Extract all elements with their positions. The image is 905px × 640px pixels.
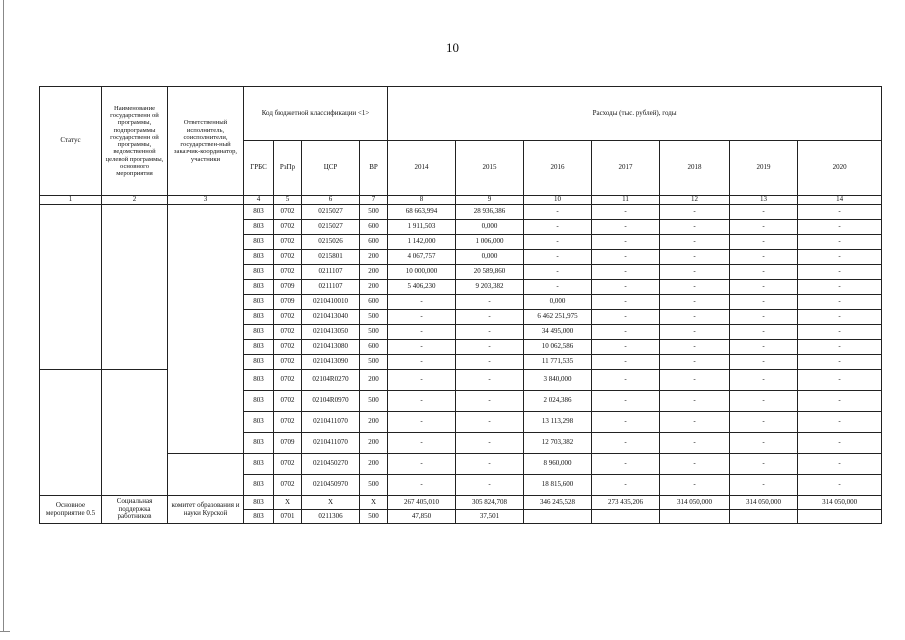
table-cell: -: [524, 280, 592, 295]
table-cell: -: [660, 310, 730, 325]
table-cell: -: [798, 412, 882, 433]
table-cell: -: [592, 391, 660, 412]
column-number: 11: [592, 196, 660, 205]
header-csr: ЦСР: [302, 141, 360, 196]
column-number: 4: [244, 196, 274, 205]
table-cell: 4 067,757: [388, 250, 456, 265]
table-cell: 600: [360, 235, 388, 250]
table-cell: 11 771,535: [524, 355, 592, 370]
table-cell: 02104R0270: [302, 370, 360, 391]
table-cell: -: [660, 250, 730, 265]
table-cell: 314 050,000: [660, 496, 730, 510]
column-number: 6: [302, 196, 360, 205]
table-cell: 0211107: [302, 265, 360, 280]
table-cell: 2 024,386: [524, 391, 592, 412]
table-cell: 18 815,600: [524, 475, 592, 496]
header-status: Статус: [40, 87, 102, 196]
header-year-2016: 2016: [524, 141, 592, 196]
table-cell: 0210411070: [302, 433, 360, 454]
table-cell: 0702: [274, 205, 302, 220]
table-cell: 20 589,860: [456, 265, 524, 280]
table-cell: X: [302, 496, 360, 510]
table-cell: 0,000: [456, 220, 524, 235]
column-number: 3: [168, 196, 244, 205]
table-cell: -: [730, 355, 798, 370]
table-cell: 803: [244, 340, 274, 355]
table-cell: -: [660, 265, 730, 280]
header-name: Наименование государственн ой программы, подпрограммы государственн ой программы, ведомственной целевой программы, основного мероприятия: [102, 87, 168, 196]
table-cell: 10 000,000: [388, 265, 456, 280]
table-cell: 803: [244, 475, 274, 496]
table-cell: -: [592, 280, 660, 295]
table-cell: -: [456, 325, 524, 340]
table-cell: 200: [360, 454, 388, 475]
table-row: [40, 370, 882, 391]
table-cell: -: [388, 391, 456, 412]
table-cell: -: [798, 325, 882, 340]
table-cell: -: [388, 355, 456, 370]
table-cell: [592, 510, 660, 524]
table-cell: -: [660, 205, 730, 220]
table-cell: 0702: [274, 454, 302, 475]
table-cell: -: [456, 340, 524, 355]
table-cell: -: [798, 355, 882, 370]
table-cell: -: [660, 235, 730, 250]
table-cell: -: [798, 220, 882, 235]
table-cell: 200: [360, 280, 388, 295]
table-row: [40, 205, 882, 220]
table-cell: 0702: [274, 310, 302, 325]
table-cell: -: [592, 325, 660, 340]
table-cell: -: [730, 475, 798, 496]
table-cell: 0709: [274, 295, 302, 310]
table-cell: 0,000: [456, 250, 524, 265]
table-cell: 0701: [274, 510, 302, 524]
header-vr: ВР: [360, 141, 388, 196]
table-cell: 803: [244, 280, 274, 295]
table-cell: -: [388, 475, 456, 496]
column-number: 2: [102, 196, 168, 205]
table-cell: 200: [360, 250, 388, 265]
table-cell: -: [730, 454, 798, 475]
table-cell: -: [798, 250, 882, 265]
table-cell: -: [730, 325, 798, 340]
table-cell: 0702: [274, 412, 302, 433]
budget-table: [39, 86, 882, 524]
column-number-row: [40, 196, 882, 205]
table-cell: 305 824,708: [456, 496, 524, 510]
table-cell: -: [660, 475, 730, 496]
table-cell: -: [456, 475, 524, 496]
table-cell: -: [456, 454, 524, 475]
table-cell: -: [456, 391, 524, 412]
header-year-2018: 2018: [660, 141, 730, 196]
table-cell: [798, 510, 882, 524]
table-cell: -: [456, 355, 524, 370]
table-cell: -: [660, 454, 730, 475]
section-row: [40, 496, 882, 510]
table-cell: 500: [360, 325, 388, 340]
table-cell: 200: [360, 370, 388, 391]
table-cell: -: [592, 205, 660, 220]
table-cell: 0215027: [302, 220, 360, 235]
table-cell: 0211306: [302, 510, 360, 524]
table-cell: -: [730, 295, 798, 310]
bottom-margin-rule: [0, 631, 10, 632]
table-cell: -: [798, 205, 882, 220]
table-cell: 803: [244, 496, 274, 510]
table-cell: -: [388, 325, 456, 340]
table-cell: 500: [360, 510, 388, 524]
table-cell: 0210450970: [302, 475, 360, 496]
header-year-2017: 2017: [592, 141, 660, 196]
section-status: Основное мероприятие 0.5: [40, 496, 102, 524]
table-cell: 803: [244, 370, 274, 391]
table-cell: -: [660, 412, 730, 433]
header-code-group: Код бюджетной классификации <1>: [244, 87, 388, 141]
table-cell: X: [274, 496, 302, 510]
header-expenses-group: Расходы (тыс. рублей), годы: [388, 87, 882, 141]
table-cell: -: [730, 265, 798, 280]
table-cell: -: [798, 310, 882, 325]
table-cell: -: [524, 250, 592, 265]
table-cell: 200: [360, 433, 388, 454]
table-cell: -: [730, 370, 798, 391]
table-cell: 346 245,528: [524, 496, 592, 510]
table-cell: 3 840,000: [524, 370, 592, 391]
table-cell: 314 050,000: [798, 496, 882, 510]
table-cell: -: [592, 412, 660, 433]
section-executor: комитет образования и науки Курской: [168, 496, 244, 524]
table-cell: 803: [244, 433, 274, 454]
table-cell: 0210413090: [302, 355, 360, 370]
column-number: 14: [798, 196, 882, 205]
table-cell: 500: [360, 310, 388, 325]
table-cell: 314 050,000: [730, 496, 798, 510]
table-cell: -: [730, 391, 798, 412]
table-cell: -: [798, 454, 882, 475]
table-cell: -: [660, 355, 730, 370]
table-cell: 13 113,298: [524, 412, 592, 433]
table-cell: 803: [244, 265, 274, 280]
name-cell-block-1: [102, 205, 168, 370]
table-cell: 267 405,010: [388, 496, 456, 510]
table-cell: -: [660, 391, 730, 412]
table-cell: -: [524, 220, 592, 235]
table-cell: 5 406,230: [388, 280, 456, 295]
table-cell: -: [798, 391, 882, 412]
table-cell: -: [456, 412, 524, 433]
table-cell: 0702: [274, 235, 302, 250]
table-cell: -: [660, 295, 730, 310]
table-cell: 500: [360, 475, 388, 496]
table-cell: 0709: [274, 280, 302, 295]
column-number: 7: [360, 196, 388, 205]
table-cell: 200: [360, 412, 388, 433]
table-cell: 0702: [274, 475, 302, 496]
table-cell: -: [388, 454, 456, 475]
table-cell: 0702: [274, 250, 302, 265]
table-cell: [730, 510, 798, 524]
table-cell: -: [456, 370, 524, 391]
table-cell: -: [388, 295, 456, 310]
table-cell: -: [592, 475, 660, 496]
table-cell: 0210450270: [302, 454, 360, 475]
table-cell: -: [592, 370, 660, 391]
table-cell: [660, 510, 730, 524]
table-cell: -: [456, 310, 524, 325]
table-cell: -: [798, 475, 882, 496]
table-cell: -: [456, 433, 524, 454]
table-cell: -: [456, 295, 524, 310]
table-cell: 803: [244, 220, 274, 235]
table-cell: 600: [360, 220, 388, 235]
table-cell: 0702: [274, 325, 302, 340]
table-cell: 47,850: [388, 510, 456, 524]
table-cell: 0215026: [302, 235, 360, 250]
table-cell: 500: [360, 355, 388, 370]
table-cell: X: [360, 496, 388, 510]
table-cell: -: [660, 280, 730, 295]
table-cell: 803: [244, 454, 274, 475]
table-cell: 600: [360, 340, 388, 355]
table-cell: 12 703,382: [524, 433, 592, 454]
table-cell: 0702: [274, 340, 302, 355]
table-cell: -: [592, 235, 660, 250]
table-cell: 500: [360, 391, 388, 412]
table-cell: 0215027: [302, 205, 360, 220]
table-cell: 0210410010: [302, 295, 360, 310]
table-cell: -: [660, 370, 730, 391]
table-cell: 0709: [274, 433, 302, 454]
table-cell: -: [798, 433, 882, 454]
table-cell: -: [592, 220, 660, 235]
table-cell: 500: [360, 205, 388, 220]
table-cell: 803: [244, 412, 274, 433]
table-cell: 0210413050: [302, 325, 360, 340]
table-cell: -: [592, 355, 660, 370]
header-year-2014: 2014: [388, 141, 456, 196]
table-cell: 68 663,994: [388, 205, 456, 220]
table-cell: -: [388, 370, 456, 391]
table-cell: -: [730, 250, 798, 265]
table-cell: 0,000: [524, 295, 592, 310]
left-margin-rule: [3, 0, 4, 632]
table-cell: -: [388, 433, 456, 454]
table-cell: -: [388, 412, 456, 433]
table-cell: 1 911,503: [388, 220, 456, 235]
table-cell: 803: [244, 391, 274, 412]
table-cell: 28 936,386: [456, 205, 524, 220]
table-cell: 0215801: [302, 250, 360, 265]
table-cell: -: [798, 265, 882, 280]
column-number: 9: [456, 196, 524, 205]
table-cell: 0702: [274, 355, 302, 370]
table-cell: 0210413040: [302, 310, 360, 325]
table-cell: 803: [244, 295, 274, 310]
column-number: 10: [524, 196, 592, 205]
section-name: Социальная поддержка работников: [102, 496, 168, 524]
table-cell: -: [730, 235, 798, 250]
column-number: 12: [660, 196, 730, 205]
table-cell: -: [730, 280, 798, 295]
table-cell: -: [730, 205, 798, 220]
header-rzpr: РзПр: [274, 141, 302, 196]
table-cell: -: [660, 220, 730, 235]
table-cell: 37,501: [456, 510, 524, 524]
table-cell: 600: [360, 295, 388, 310]
table-cell: -: [660, 340, 730, 355]
table-cell: 0702: [274, 220, 302, 235]
table-cell: -: [524, 265, 592, 280]
table-cell: 0211107: [302, 280, 360, 295]
table-cell: 273 435,206: [592, 496, 660, 510]
table-cell: -: [592, 265, 660, 280]
column-number: 13: [730, 196, 798, 205]
table-cell: -: [798, 280, 882, 295]
header-year-2020: 2020: [798, 141, 882, 196]
table-cell: 34 495,000: [524, 325, 592, 340]
table-cell: -: [524, 235, 592, 250]
table-cell: 200: [360, 265, 388, 280]
table-cell: -: [798, 340, 882, 355]
table-cell: 10 062,586: [524, 340, 592, 355]
executor-cell-block-1: [168, 205, 244, 454]
table-cell: 803: [244, 355, 274, 370]
status-cell-block-2: [40, 370, 102, 496]
table-cell: -: [730, 220, 798, 235]
column-number: 8: [388, 196, 456, 205]
table-cell: -: [524, 205, 592, 220]
table-cell: -: [592, 433, 660, 454]
table-cell: -: [592, 340, 660, 355]
table-cell: 1 142,000: [388, 235, 456, 250]
table-cell: -: [388, 340, 456, 355]
table-cell: -: [730, 310, 798, 325]
table-cell: 9 203,382: [456, 280, 524, 295]
status-cell-block-1: [40, 205, 102, 370]
table-cell: -: [660, 433, 730, 454]
table-cell: 0210413080: [302, 340, 360, 355]
table-cell: 803: [244, 510, 274, 524]
table-cell: -: [660, 325, 730, 340]
column-number: 1: [40, 196, 102, 205]
table-cell: -: [592, 454, 660, 475]
page-number: 10: [446, 40, 459, 55]
table-cell: -: [798, 370, 882, 391]
header-year-2015: 2015: [456, 141, 524, 196]
table-cell: 0702: [274, 391, 302, 412]
table-cell: -: [798, 235, 882, 250]
table-cell: -: [592, 250, 660, 265]
table-cell: -: [730, 433, 798, 454]
table-cell: 803: [244, 325, 274, 340]
table-cell: -: [798, 295, 882, 310]
header-executor: Ответственный исполнитель, соисполнители, государствен-ный заказчик-координатор, участники: [168, 87, 244, 196]
executor-cell-block-2: [168, 454, 244, 496]
table-cell: 1 006,000: [456, 235, 524, 250]
table-cell: 6 462 251,975: [524, 310, 592, 325]
table-cell: -: [592, 310, 660, 325]
name-cell-block-2: [102, 370, 168, 496]
table-cell: 803: [244, 205, 274, 220]
table-cell: 0702: [274, 370, 302, 391]
table-cell: -: [388, 310, 456, 325]
table-cell: -: [730, 340, 798, 355]
table-cell: 0210411070: [302, 412, 360, 433]
header-grbs: ГРБС: [244, 141, 274, 196]
table-cell: 0702: [274, 265, 302, 280]
table-cell: 803: [244, 235, 274, 250]
table-cell: 02104R0970: [302, 391, 360, 412]
table-cell: 8 960,000: [524, 454, 592, 475]
header-year-2019: 2019: [730, 141, 798, 196]
table-cell: -: [730, 412, 798, 433]
table-cell: 803: [244, 310, 274, 325]
table-cell: -: [592, 295, 660, 310]
table-cell: 803: [244, 250, 274, 265]
table-cell: [524, 510, 592, 524]
column-number: 5: [274, 196, 302, 205]
